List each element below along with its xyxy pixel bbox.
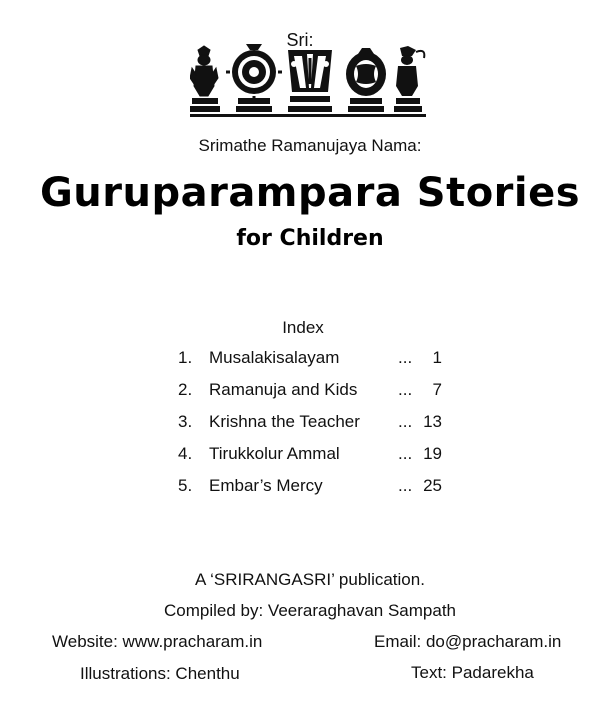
index-entry — [178, 444, 458, 476]
entry-title: Embar’s Mercy — [209, 476, 323, 495]
index-heading: Index — [282, 318, 324, 337]
entry-title: Tirukkolur Ammal — [209, 444, 340, 463]
sri-heading: Sri: — [286, 30, 314, 50]
namam-icon — [288, 50, 332, 92]
website-credit: Website: www.pracharam.in — [52, 632, 263, 651]
index-list — [178, 348, 458, 508]
entry-number: 5. — [178, 476, 193, 495]
text-credit: Text: Padarekha — [411, 663, 534, 682]
entry-title: Krishna the Teacher — [209, 412, 360, 431]
email-credit: Email: do@pracharam.in — [374, 632, 562, 651]
entry-leader: ... — [398, 444, 413, 463]
entry-title: Musalakisalayam — [209, 348, 340, 367]
entry-leader: ... — [398, 380, 413, 399]
entry-leader: ... — [398, 476, 413, 495]
entry-page: 1 — [432, 348, 442, 367]
invocation-line: Srimathe Ramanujaya Nama: — [198, 136, 422, 155]
compiled-by: Compiled by: Veeraraghavan Sampath — [163, 601, 456, 620]
entry-page: 25 — [423, 476, 442, 495]
index-entry — [178, 380, 458, 412]
book-title: Guruparampara Stories — [39, 170, 581, 216]
index-entry — [178, 476, 458, 508]
entry-title: Ramanuja and Kids — [209, 380, 358, 399]
entry-leader: ... — [398, 348, 413, 367]
entry-number: 4. — [178, 444, 193, 463]
book-subtitle: for Children — [236, 226, 384, 251]
entry-page: 13 — [423, 412, 442, 431]
entry-number: 3. — [178, 412, 193, 431]
entry-page: 7 — [432, 380, 442, 399]
pedestals — [190, 96, 426, 117]
entry-number: 1. — [178, 348, 193, 367]
entry-leader: ... — [398, 412, 413, 431]
entry-number: 2. — [178, 380, 193, 399]
entry-page: 19 — [423, 444, 442, 463]
hanuman-icon — [396, 46, 424, 96]
publication-line: A ‘SRIRANGASRI’ publication. — [195, 570, 425, 589]
chakra-icon — [226, 44, 282, 100]
index-entry — [178, 348, 458, 380]
garuda-icon — [190, 46, 218, 96]
illustrations-credit: Illustrations: Chenthu — [80, 664, 240, 683]
shankha-icon — [346, 48, 386, 96]
sacred-emblems-icon — [190, 44, 426, 118]
index-entry — [178, 412, 458, 444]
